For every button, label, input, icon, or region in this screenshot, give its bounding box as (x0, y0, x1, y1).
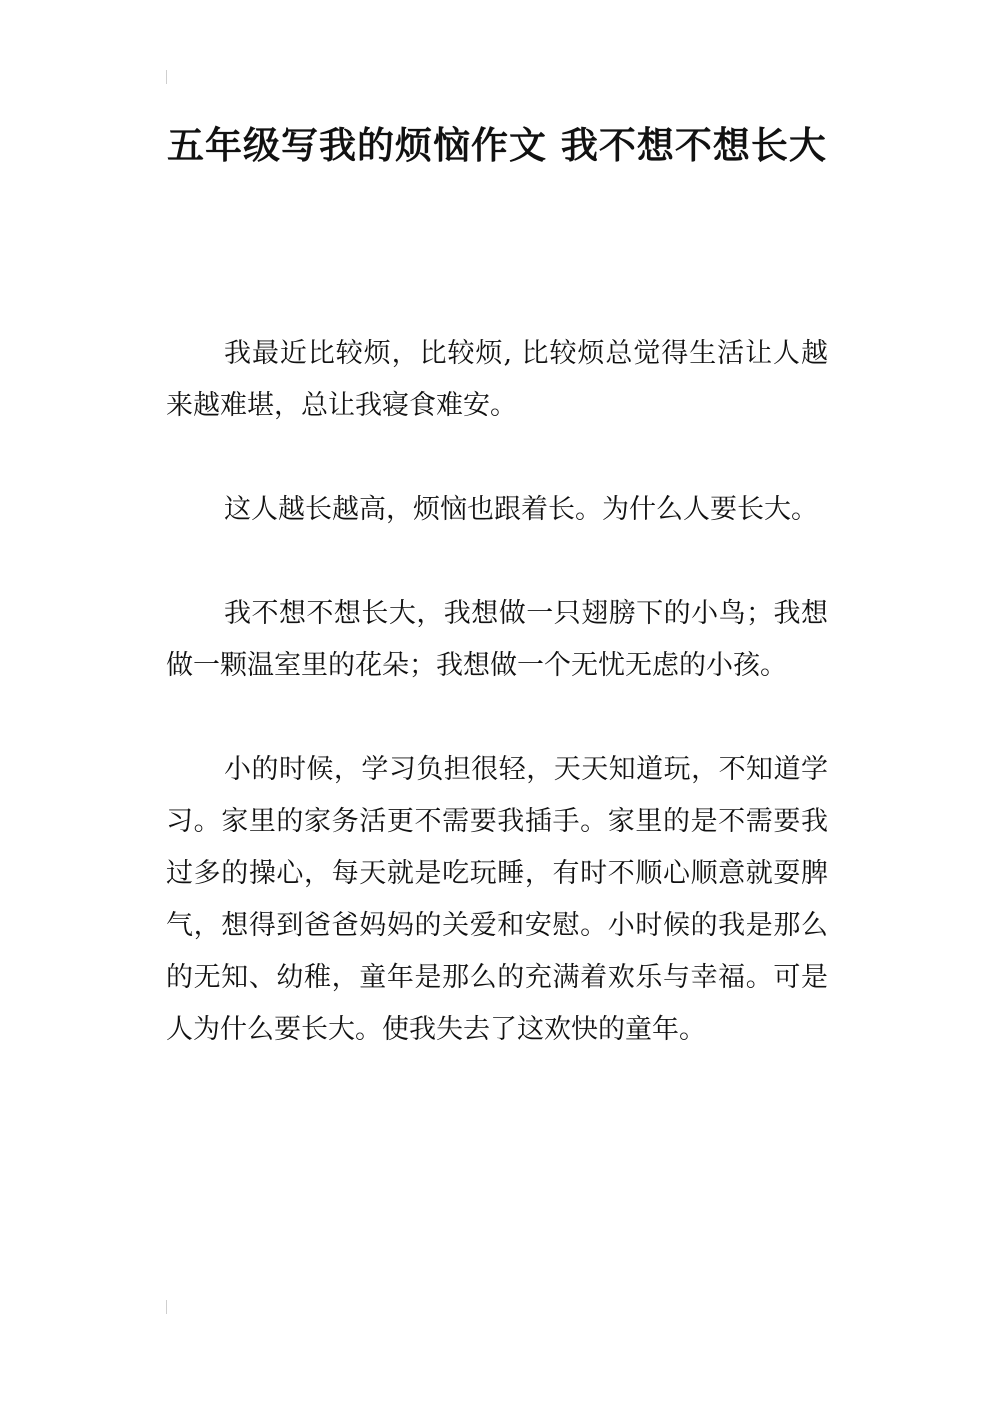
paragraph-3: 我不想不想长大，我想做一只翅膀下的小鸟；我想做一颗温室里的花朵；我想做一个无忧无虑的小孩。 (166, 598, 828, 681)
paragraph-2: 这人越长越高，烦恼也跟着长。为什么人要长大。 (224, 494, 818, 525)
document-title: 五年级写我的烦恼作文 我不想不想长大 (167, 124, 827, 167)
document-body (166, 328, 828, 1108)
paragraph-4: 小的时候，学习负担很轻，天天知道玩，不知道学习。家里的家务活更不需要我插手。家里的是不需要我过多的操心，每天就是吃玩睡，有时不顺心顺意就耍脾气，想得到爸爸妈妈的关爱和安慰。小时候的我是那么的无知、幼稚，童年是那么的充满着欢乐与幸福。可是人为什么要长大。使我失去了这欢快的童年。 (166, 754, 828, 1045)
page-corner-mark-bottom (166, 1300, 167, 1314)
paragraph-1: 我最近比较烦，比较烦, 比较烦总觉得生活让人越来越难堪，总让我寝食难安。 (166, 338, 828, 421)
page-corner-mark-top (166, 70, 167, 84)
